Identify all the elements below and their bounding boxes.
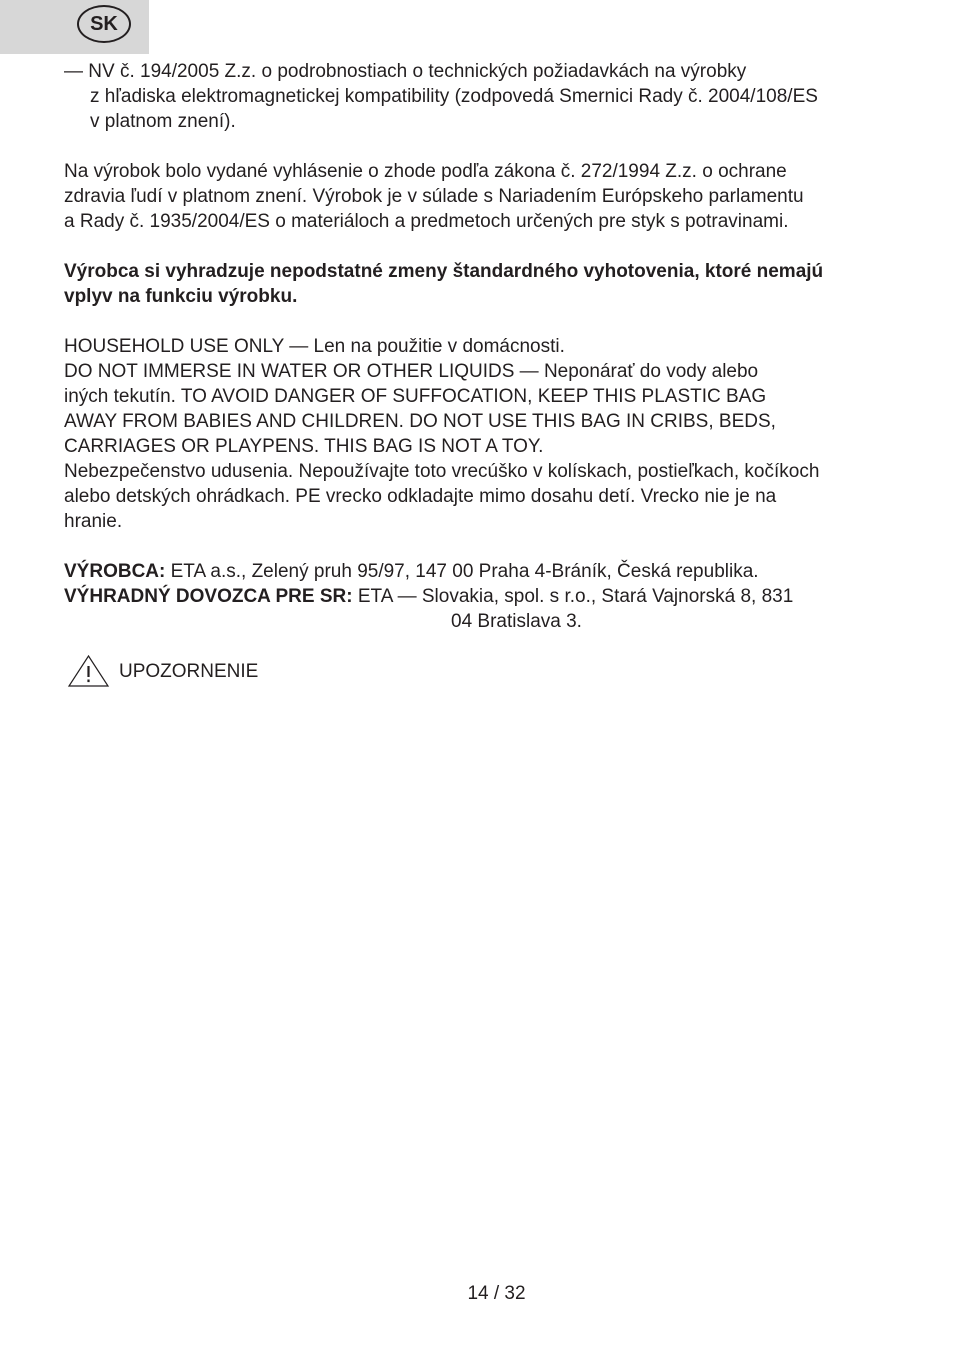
declaration-line: Na výrobok bolo vydané vyhlásenie o zhode podľa zákona č. 272/1994 Z.z. o ochrane <box>64 161 787 182</box>
regulation-line: v platnom znení). <box>90 111 236 132</box>
contact-info <box>64 559 894 634</box>
declaration-line: zdravia ľudí v platnom znení. Výrobok je v súlade s Nariadením Európskeho parlamentu <box>64 186 804 207</box>
safety-line: AWAY FROM BABIES AND CHILDREN. DO NOT USE THIS BAG IN CRIBS, BEDS, <box>64 411 776 432</box>
language-badge: SK <box>77 5 131 43</box>
safety-line: hranie. <box>64 511 123 532</box>
safety-warnings <box>64 334 894 534</box>
safety-line: alebo detských ohrádkach. PE vrecko odkladajte mimo dosahu detí. Vrecko nie je na <box>64 486 777 507</box>
regulation-block <box>64 59 894 134</box>
safety-line: DO NOT IMMERSE IN WATER OR OTHER LIQUIDS — Neponárať do vody alebo <box>64 361 759 382</box>
manufacturer-notice <box>64 259 894 309</box>
declaration-line: a Rady č. 1935/2004/ES o materiáloch a predmetoch určených pre styk s potravinami. <box>64 211 789 232</box>
manufacturer-line <box>64 559 894 584</box>
warning-label: UPOZORNENIE <box>119 660 259 682</box>
safety-line: CARRIAGES OR PLAYPENS. THIS BAG IS NOT A TOY. <box>64 436 544 457</box>
manufacturer-label: VÝROBCA: <box>64 561 166 582</box>
safety-line: HOUSEHOLD USE ONLY — Len na použitie v domácnosti. <box>64 336 565 357</box>
regulation-line: z hľadiska elektromagnetickej kompatibility (zodpovedá Smernici Rady č. 2004/108/ES <box>90 86 818 107</box>
manufacturer-value: ETA a.s., Zelený pruh 95/97, 147 00 Praha 4-Bráník, Česká republika. <box>165 561 759 582</box>
warning-heading <box>64 655 894 687</box>
declaration-paragraph <box>64 159 894 234</box>
importer-address-continuation: 04 Bratislava 3. <box>451 611 582 632</box>
notice-line: vplyv na funkciu výrobku. <box>64 286 298 307</box>
safety-line: Nebezpečenstvo udusenia. Nepoužívajte toto vrecúško v kolískach, postieľkach, kočíkoch <box>64 461 820 482</box>
importer-label: VÝHRADNÝ DOVOZCA PRE SR: <box>64 586 353 607</box>
warning-triangle-icon <box>67 654 110 688</box>
language-tab <box>0 0 149 54</box>
importer-line <box>64 584 894 609</box>
notice-line: Výrobca si vyhradzuje nepodstatné zmeny štandardného vyhotovenia, ktoré nemajú <box>64 261 824 282</box>
page-content <box>64 59 894 687</box>
regulation-line: — NV č. 194/2005 Z.z. o podrobnostiach o technických požiadavkách na výrobky <box>64 61 747 82</box>
safety-line: iných tekutín. TO AVOID DANGER OF SUFFOCATION, KEEP THIS PLASTIC BAG <box>64 386 767 407</box>
page-number: 14 / 32 <box>467 1283 526 1304</box>
importer-value: ETA — Slovakia, spol. s r.o., Stará Vajnorská 8, 831 <box>352 586 794 607</box>
